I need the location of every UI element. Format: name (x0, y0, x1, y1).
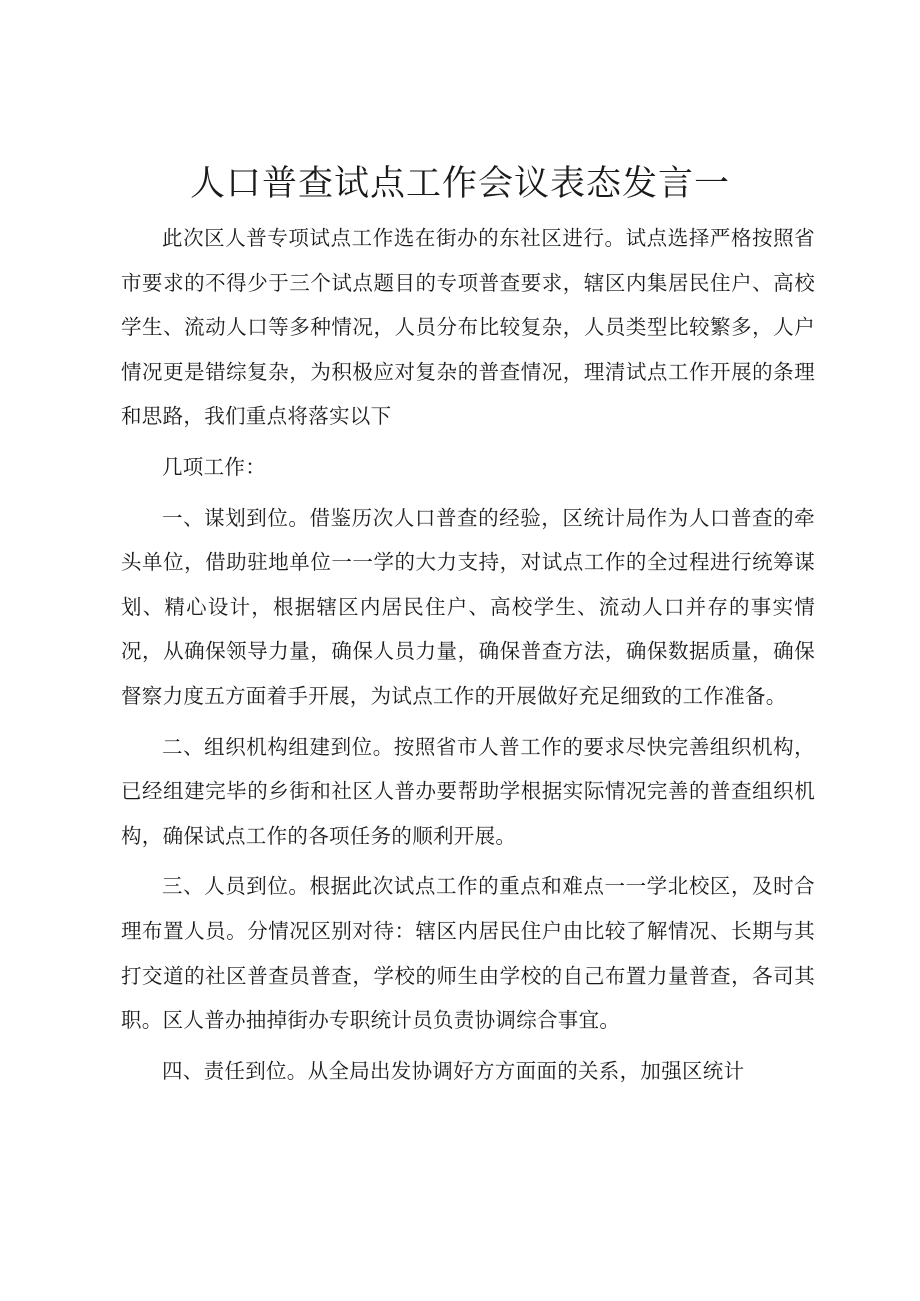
paragraph-personnel: 三、人员到位。根据此次试点工作的重点和难点一一学北校区，及时合理布置人员。分情况区别对待：辖区内居民住户由比较了解情况、长期与其打交道的社区普查员普查，学校的师生由学校的自己布置力量普查，各司其职。区人普办抽掉街办专职统计员负责协调综合事宜。 (121, 874, 815, 1033)
paragraph-intro: 此次区人普专项试点工作选在街办的东社区进行。试点选择严格按照省市要求的不得少于三个试点题目的专项普查要求，辖区内集居民住户、高校学生、流动人口等多种情况，人员分布比较复杂，人员类型比较繁多，人户情况更是错综复杂，为积极应对复杂的普查情况，理清试点工作开展的条理和思路，我们重点将落实以下 (121, 226, 815, 429)
paragraph-planning: 一、谋划到位。借鉴历次人口普查的经验，区统计局作为人口普查的牵头单位，借助驻地单位一一学的大力支持，对试点工作的全过程进行统筹谋划、精心设计，根据辖区内居民住户、高校学生、流动人口并存的事实情况，从确保领导力量，确保人员力量，确保普查方法，确保数据质量，确保督察力度五方面着手开展，为试点工作的开展做好充足细致的工作准备。 (121, 505, 815, 708)
document-title: 人口普查试点工作会议表态发言一 (189, 164, 730, 204)
paragraph-responsibility: 四、责任到位。从全局出发协调好方方面面的关系，加强区统计 (162, 1058, 745, 1083)
document-body (121, 216, 815, 1093)
paragraph-work-items: 几项工作： (162, 454, 266, 479)
paragraph-organization: 二、组织机构组建到位。按照省市人普工作的要求尽快完善组织机构，已经组建完毕的乡街和社区人普办要帮助学根据实际情况完善的普查组织机构，确保试点工作的各项任务的顺利开展。 (121, 734, 815, 848)
